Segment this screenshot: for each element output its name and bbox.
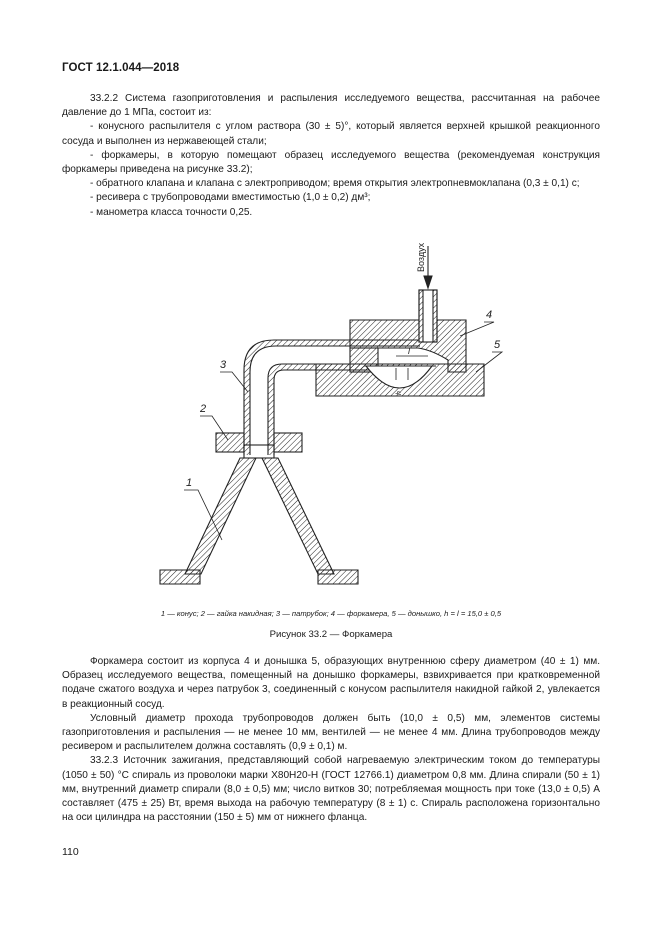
document-header: ГОСТ 12.1.044—2018	[62, 62, 180, 74]
list-item: - конусного распылителя с углом раствора (30 ± 5)°, который является верхней крышкой реакционного сосуда и выполнен из нержавеющей стали;	[62, 121, 600, 147]
dimension-h-label: h	[396, 391, 403, 395]
callout-1: 1	[186, 477, 193, 489]
body-text	[62, 655, 600, 825]
forchamber-drawing	[150, 240, 530, 600]
forchamber-body	[350, 290, 466, 372]
callout-4: 4	[486, 309, 493, 321]
callout-5: 5	[494, 339, 501, 351]
dimension-l-label: l	[408, 346, 410, 356]
page-number: 110	[62, 846, 79, 858]
air-label: Воздух	[416, 242, 426, 272]
figure-legend: 1 — конус; 2 — гайка накидная; 3 — патрубок; 4 — форкамера, 5 — донышко, h = l = 15,0 ± 0,5	[160, 609, 502, 618]
section-33-2-2	[62, 92, 600, 220]
list-item: - форкамеры, в которую помещают образец исследуемого вещества (рекомендуемая конструкция форкамеры приведена на рисунке 33.2);	[62, 149, 600, 176]
paragraph-forchamber: Форкамера состоит из корпуса 4 и донышка 5, образующих внутреннюю сферу диаметром (40 ± 1) мм. Образец исследуемого вещества, помещенный на донышко форкамеры, взвихривается при кратковременной подаче сжатого воздуха и через патрубок 3, соединенный с конусом распылителя накидной гайкой 2, увлекается в реакционный сосуд.	[62, 656, 600, 710]
figure-caption: Рисунок 33.2 — Форкамера	[269, 629, 393, 640]
callout-2: 2	[200, 403, 207, 415]
paragraph-33-2-3: 33.2.3 Источник зажигания, представляющий собой нагреваемую электрическим током до температуры (1050 ± 50) °С спираль из проволоки марки Х80Н20-Н (ГОСТ 12766.1) диаметром 0,8 мм. Длина спирали (50 ± 1) мм, внутренний диаметр спирали (8,0 ± 0,5) мм; число витков 30; потребляемая мощность при токе (13,0 ± 0,5) А составляет (475 ± 25) Вт, время выхода на рабочую температуру (8 ± 1) с. Спираль расположена горизонтально на оси цилиндра на расстоянии (150 ± 5) мм от нижнего фланца.	[62, 755, 600, 824]
pipe-wall-hatch	[244, 340, 420, 455]
section-intro: 33.2.2 Система газоприготовления и распыления исследуемого вещества, рассчитанная на рабочее давление до 1 МПа, состоит из:	[62, 93, 600, 119]
list-item: - ресивера с трубопроводами вместимостью (1,0 ± 0,2) дм³;	[90, 192, 371, 204]
callout-3: 3	[220, 359, 227, 371]
list-item: - манометра класса точности 0,25.	[90, 206, 253, 218]
list-item: - обратного клапана и клапана с электроприводом; время открытия электропневмоклапана (0,3 ± 0,1) с;	[90, 178, 580, 190]
union-nut	[216, 433, 302, 458]
paragraph-pipes: Условный диаметр прохода трубопроводов должен быть (10,0 ± 0,5) мм, элементов системы газоприготовления и распыления — не менее 10 мм, вентилей — не менее 4 мм. Длина трубопроводов между ресивером и распылителем должна составлять (0,9 ± 0,1) м.	[62, 712, 600, 753]
